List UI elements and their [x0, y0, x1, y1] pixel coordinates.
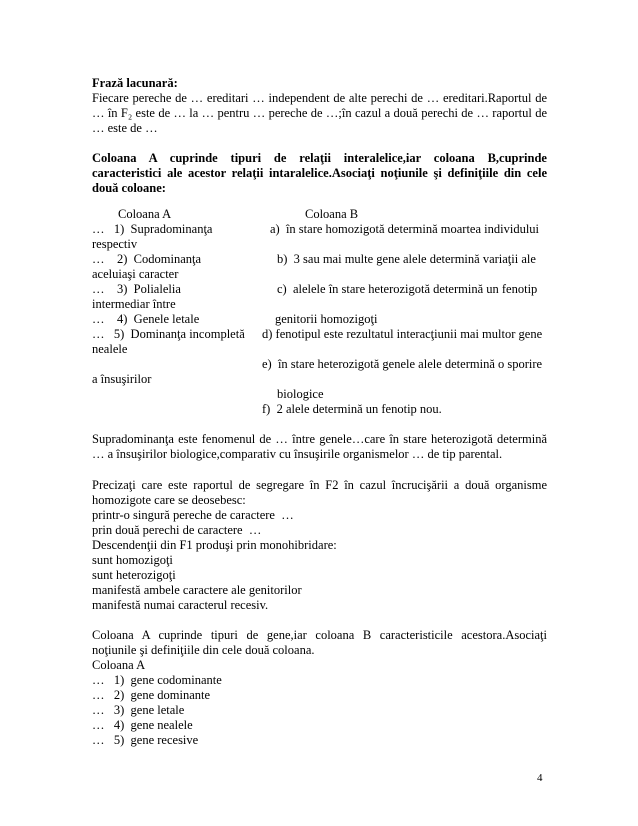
column-a-item: … 2) Codominanţa [92, 252, 202, 266]
column-a-item: … 5) gene recesive [92, 733, 199, 747]
fill-in-line: Fiecare pereche de … ereditari … independent de alte perechi de … ereditari.Raportul de [92, 91, 547, 105]
column-a-item: … 1) gene codominante [92, 673, 222, 687]
fill-in-line: … în F₂ este de … la … pentru … pereche de …;în cazul a două perechi de … raportul de [92, 106, 547, 120]
column-b-item: a) în stare homozigotă determină moartea individului [270, 222, 540, 236]
column-b-wrap: intermediar între [92, 297, 176, 311]
column-b-heading: Coloana B [305, 207, 359, 221]
question-option: sunt heterozigoţi [92, 568, 176, 582]
question-text: Descendenţii din F1 produşi prin monohibridare: [92, 538, 337, 552]
column-b-wrap: aceluiaşi caracter [92, 267, 179, 281]
matching-intro: noţiunile şi definiţiile din cele două coloana. [92, 643, 315, 657]
column-b-wrap: respectiv [92, 237, 138, 251]
column-a-item: … 2) gene dominante [92, 688, 211, 702]
column-b-item: c) alelele în stare heterozigotă determină un fenotip [277, 282, 538, 296]
column-a-item: … 3) gene letale [92, 703, 185, 717]
column-b-item: d) fenotipul este rezultatul interacţiunii mai multor gene [262, 327, 543, 341]
column-b-item: e) în stare heterozigotă genele alele determină o sporire [262, 357, 543, 371]
fill-in-line: … este de … [92, 121, 158, 135]
column-a-heading: Coloana A [92, 658, 146, 672]
column-b-wrap: nealele [92, 342, 128, 356]
fill-in-line: … a însuşirilor biologice,comparativ cu însuşirile organismelor … de tip parental. [92, 447, 503, 461]
page-number: 4 [537, 772, 543, 784]
matching-intro: două coloane: [92, 181, 166, 195]
question-option: manifestă numai caracterul recesiv. [92, 598, 269, 612]
column-a-item: … 1) Supradominanţa [92, 222, 213, 236]
matching-intro: Coloana A cuprinde tipuri de gene,iar coloana B caracteristicile acestora.Asociaţi [92, 628, 547, 642]
column-b-item: f) 2 alele determină un fenotip nou. [262, 402, 442, 416]
question-option: manifestă ambele caractere ale genitorilor [92, 583, 302, 597]
matching-intro: caracteristici ale acestor relaţii intaralelice.Asociaţi noţiunile şi definiţiile din cele [92, 166, 547, 180]
question-option: prin două perechi de caractere … [92, 523, 262, 537]
fill-in-line: Supradominanţa este fenomenul de … între genele…care în stare heterozigotă determină [92, 432, 547, 446]
column-b-item: b) 3 sau mai multe gene alele determină variaţii ale [277, 252, 536, 266]
column-a-item: … 5) Dominanţa incompletă [92, 327, 245, 341]
question-text: Precizaţi care este raportul de segregare în F2 în cazul încrucişării a două organisme [92, 478, 547, 492]
column-b-wrap: a însuşirilor [92, 372, 152, 386]
column-a-item: … 4) Genele letale [92, 312, 200, 326]
matching-intro: Coloana A cuprinde tipuri de relaţii interalelice,iar coloana B,cuprinde [92, 151, 547, 165]
column-a-item: … 4) gene nealele [92, 718, 193, 732]
fill-in-title: Frază lacunară: [92, 76, 178, 90]
column-a-item: … 3) Polialelia [92, 282, 181, 296]
question-text: homozigote care se deosebesc: [92, 493, 246, 507]
question-option: printr-o singură pereche de caractere … [92, 508, 294, 522]
column-b-continuation: biologice [277, 387, 324, 401]
column-b-continuation: genitorii homozigoţi [275, 312, 378, 326]
column-a-heading: Coloana A [118, 207, 172, 221]
question-option: sunt homozigoţi [92, 553, 173, 567]
